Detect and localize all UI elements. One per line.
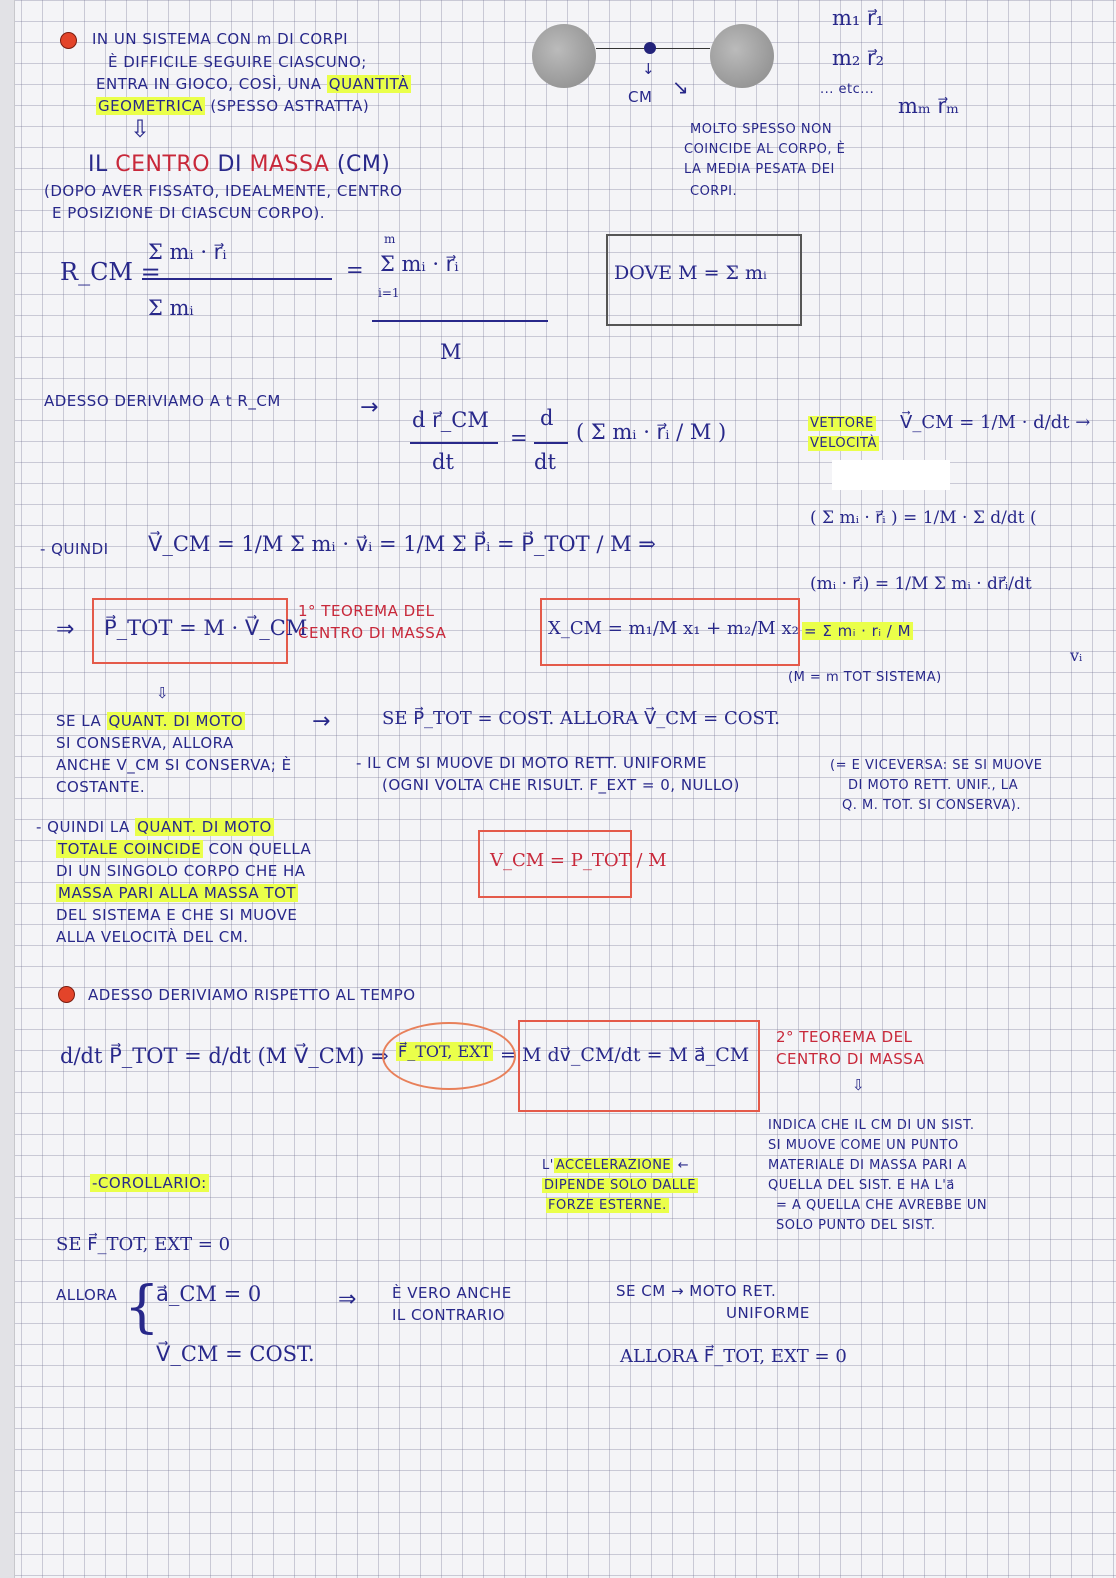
cons-a-line5: COSTANTE. xyxy=(56,778,146,796)
down-arrow-2-icon: ⇩ xyxy=(156,684,170,702)
intro-line2: È DIFFICILE SEGUIRE CIASCUNO; xyxy=(108,53,367,71)
vcm-box-formula: V_CM = P_TOT / M xyxy=(490,850,667,871)
quindi-formula: V⃗_CM = 1/M Σ mᵢ · v⃗ᵢ = 1/M Σ P⃗ᵢ = P⃗_TOT / M ⇒ xyxy=(148,532,656,556)
corollario-brace: { xyxy=(124,1275,160,1340)
theorem2-label-1: 2° TEOREMA DEL xyxy=(776,1028,913,1046)
intro-line1: IN UN SISTEMA CON m DI CORPI xyxy=(92,30,349,48)
down-arrow-icon: ⇩ xyxy=(130,115,151,143)
fraction-line-4 xyxy=(534,442,568,444)
bullet-icon xyxy=(60,32,77,49)
intro-line3: ENTRA IN GIOCO, COSÌ, UNA QUANTITÀ xyxy=(96,75,409,93)
rcm-num2: Σ mᵢ · r⃗ᵢ xyxy=(380,252,459,276)
rcm-num: Σ mᵢ · r⃗ᵢ xyxy=(148,240,227,264)
right-line-1: ( Σ mᵢ · r⃗ᵢ ) = 1/M · Σ d/dt ( xyxy=(810,508,1037,528)
quindi-label: - QUINDI xyxy=(40,540,109,558)
theorem2-label-2: CENTRO DI MASSA xyxy=(776,1050,925,1068)
sum-bottom: i=1 xyxy=(378,286,400,300)
section2-note-6: SOLO PUNTO DEL SIST. xyxy=(776,1218,936,1233)
mass-label-2: m₂ r⃗₂ xyxy=(832,46,885,70)
mass-label-1: m₁ r⃗₁ xyxy=(832,6,885,30)
theorem1-label-1: 1° TEOREMA DEL xyxy=(298,602,435,620)
corollario-c2: V⃗_CM = COST. xyxy=(156,1342,315,1366)
mass-label-etc: ... etc... xyxy=(820,82,875,97)
sum-top: m xyxy=(384,232,396,246)
rcm-eq: = xyxy=(346,258,364,282)
vcm-def: V⃗_CM = 1/M · d/dt → xyxy=(900,412,1091,433)
d-num: d xyxy=(540,406,554,430)
dt-den: dt xyxy=(534,450,556,474)
corollario-c1: a⃗_CM = 0 xyxy=(156,1282,262,1306)
acc-line-1: L' ACCELERAZIONE ← xyxy=(542,1158,690,1173)
xcm-formula: X_CM = m₁/M x₁ + m₂/M x₂ xyxy=(548,618,799,639)
diagram-note-3: LA MEDIA PESATA DEI xyxy=(684,162,835,177)
corollario-r3: ALLORA F⃗_TOT, EXT = 0 xyxy=(620,1346,847,1367)
intro-line5: IL CENTRO DI MASSA (CM) xyxy=(88,152,391,177)
rcm-lhs: R_CM = xyxy=(60,258,161,286)
corollario-vero-1: È VERO ANCHE xyxy=(392,1284,512,1302)
rcm-den2: M xyxy=(440,340,462,364)
quindi2-line2: TOTALE COINCIDE CON QUELLA xyxy=(58,840,312,858)
theorem1-label-2: CENTRO DI MASSA xyxy=(298,624,447,642)
cons-c1: - IL CM SI MUOVE DI MOTO RETT. UNIFORME xyxy=(356,754,707,772)
cons-arrow-icon: → xyxy=(312,709,331,734)
cons-a-line3: SI CONSERVA, ALLORA xyxy=(56,734,234,752)
mass-label-m: mₘ r⃗ₘ xyxy=(898,94,959,118)
right-vi: vᵢ xyxy=(1070,646,1083,665)
body-1 xyxy=(532,24,596,88)
intro-line7: E POSIZIONE DI CIASCUN CORPO). xyxy=(52,204,326,222)
quindi2-line5: DEL SISTEMA E CHE SI MUOVE xyxy=(56,906,298,924)
diagram-note-1: MOLTO SPESSO NON xyxy=(690,122,833,137)
dove-formula: DOVE M = Σ mᵢ xyxy=(614,262,767,284)
diagonal-arrow-icon: ↘ xyxy=(672,75,690,99)
page-edge xyxy=(0,0,15,1578)
fraction-line-3 xyxy=(410,442,498,444)
cm-arrow-icon: ↓ xyxy=(642,60,656,78)
ftot-label: F⃗_TOT, EXT xyxy=(398,1042,492,1061)
drcm-den: dt xyxy=(432,450,454,474)
acc-line-3: FORZE ESTERNE. xyxy=(548,1198,667,1213)
m-note: (M = m TOT SISTEMA) xyxy=(788,670,942,685)
section2-note-4: QUELLA DEL SIST. E HA L'a⃗ xyxy=(768,1178,955,1193)
section2-lhs: d/dt P⃗_TOT = d/dt (M V⃗_CM) ⇒ xyxy=(60,1044,389,1068)
cons-b: SE P⃗_TOT = COST. ALLORA V⃗_CM = COST. xyxy=(382,708,780,729)
section2-note-1: INDICA CHE IL CM DI UN SIST. xyxy=(768,1118,975,1133)
section2-title: ADESSO DERIVIAMO RISPETTO AL TEMPO xyxy=(88,986,416,1004)
intro-line6: (DOPO AVER FISSATO, IDEALMENTE, CENTRO xyxy=(44,182,403,200)
cons-a-line1: SE LA QUANT. DI MOTO xyxy=(56,712,244,730)
derive-text: ADESSO DERIVIAMO A t R_CM xyxy=(44,392,281,410)
cons-a-line4: ANCHE V_CM SI CONSERVA; È xyxy=(56,756,292,774)
xcm-formula-2: = Σ mᵢ · rᵢ / M xyxy=(804,622,912,640)
drcm-num: d r⃗_CM xyxy=(412,408,489,432)
diagram-note-4: CORPI. xyxy=(690,184,738,199)
rcm-den: Σ mᵢ xyxy=(148,296,194,320)
diagram-note-2: COINCIDE AL CORPO, È xyxy=(684,142,846,157)
cons-d1: (= E VICEVERSA: SE SI MUOVE xyxy=(830,758,1043,773)
theorem2-eq: = M dv⃗_CM/dt = M a⃗_CM xyxy=(500,1044,750,1066)
quindi2-line6: ALLA VELOCITÀ DEL CM. xyxy=(56,928,249,946)
intro-line4: GEOMETRICA (SPESSO ASTRATTA) xyxy=(98,97,370,115)
corollario-r2: UNIFORME xyxy=(726,1304,810,1322)
down-arrow-3-icon: ⇩ xyxy=(852,1076,866,1094)
section2-note-3: MATERIALE DI MASSA PARI A xyxy=(768,1158,967,1173)
quindi2-line4: MASSA PARI ALLA MASSA TOT xyxy=(58,884,297,902)
theorem2-box xyxy=(518,1020,760,1112)
corollario-label: -COROLLARIO: xyxy=(92,1174,207,1192)
cons-c2: (OGNI VOLTA CHE RISULT. F_EXT = 0, NULLO) xyxy=(382,776,740,794)
section2-note-2: SI MUOVE COME UN PUNTO xyxy=(768,1138,959,1153)
bullet-2-icon xyxy=(58,986,75,1003)
implies-icon: ⇒ xyxy=(56,617,75,642)
corollario-allora: ALLORA xyxy=(56,1286,118,1304)
drcm-eq: = xyxy=(510,426,528,450)
body-2 xyxy=(710,24,774,88)
derive-arrow-icon: → xyxy=(360,395,379,420)
cons-d3: Q. M. TOT. SI CONSERVA). xyxy=(842,798,1022,813)
theorem1-formula: P⃗_TOT = M · V⃗_CM xyxy=(104,616,308,640)
vettore-label: VETTORE xyxy=(810,416,874,431)
derive-paren: ( Σ mᵢ · r⃗ᵢ / M ) xyxy=(576,420,727,444)
corollario-arrow-icon: ⇒ xyxy=(338,1287,357,1312)
section2-note-5: = A QUELLA CHE AVREBBE UN xyxy=(776,1198,988,1213)
whiteout xyxy=(832,460,950,490)
quindi2-line3: DI UN SINGOLO CORPO CHE HA xyxy=(56,862,306,880)
quindi2-line1: - QUINDI LA QUANT. DI MOTO xyxy=(36,818,272,836)
corollario-se: SE F⃗_TOT, EXT = 0 xyxy=(56,1234,231,1255)
cons-d2: DI MOTO RETT. UNIF., LA xyxy=(848,778,1019,793)
fraction-line xyxy=(142,278,332,280)
cm-label: CM xyxy=(628,88,653,106)
cm-point xyxy=(644,42,656,54)
acc-line-2: DIPENDE SOLO DALLE xyxy=(544,1178,696,1193)
right-line-2: (mᵢ · r⃗ᵢ) = 1/M Σ mᵢ · dr⃗ᵢ/dt xyxy=(810,574,1032,594)
corollario-r1: SE CM → MOTO RET. xyxy=(616,1282,777,1300)
corollario-vero-2: IL CONTRARIO xyxy=(392,1306,505,1324)
velocita-label: VELOCITÀ xyxy=(810,436,877,451)
fraction-line-2 xyxy=(372,320,548,322)
